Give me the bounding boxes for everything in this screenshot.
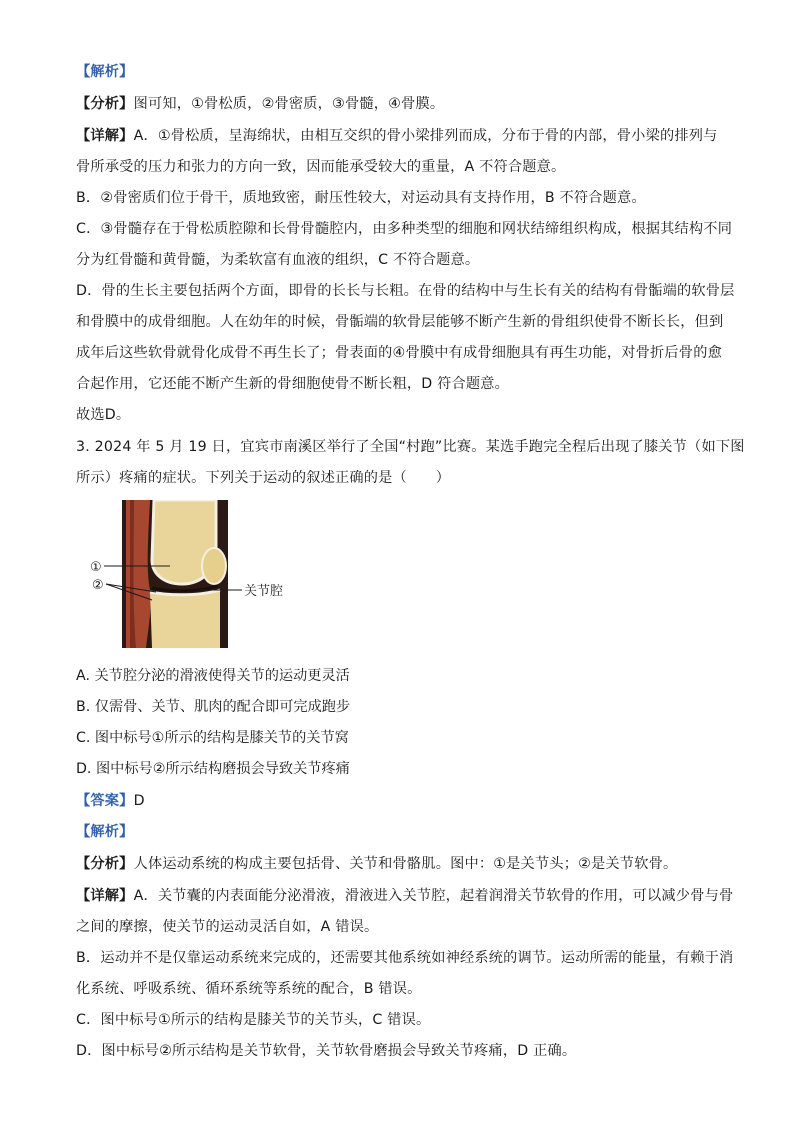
question-stem: 3. 2024 年 5 月 19 日，宜宾市南溪区举行了全国“村跑”比赛。某选手跑完全程后出现了膝关节（如下图 <box>76 439 745 455</box>
option-d: D. 图中标号②所示结构磨损会导致关节疼痛 <box>76 761 350 777</box>
figure-label-cavity: 关节腔 <box>244 584 284 599</box>
analysis-heading: 【解析】 <box>76 824 134 840</box>
analysis-heading: 【解析】 <box>76 64 134 80</box>
detail-line: C．③骨髓存在于骨松质腔隙和长骨骨髓腔内，由多种类型的细胞和网状结缔组织构成，根据其结构不同 <box>76 221 733 237</box>
detail-line: 和骨膜中的成骨细胞。人在幼年的时候，骨骺端的软骨层能够不断产生新的骨组织使骨不断长长，但到 <box>76 314 724 330</box>
detail-line: 成年后这些软骨就骨化成骨不再生长了；骨表面的④骨膜中有成骨细胞具有再生功能，对骨折后骨的愈 <box>76 345 722 361</box>
detail-line: D．骨的生长主要包括两个方面，即骨的长长与长粗。在骨的结构中与生长有关的结构有骨骺端的软骨层 <box>76 283 735 299</box>
tibia-bone <box>150 590 220 648</box>
detail-line: B．运动并不是仅靠运动系统来完成的，还需要其他系统如神经系统的调节。运动所需的能量，有赖于消 <box>76 950 734 966</box>
muscle-tissue <box>126 500 151 648</box>
option-b: B. 仅需骨、关节、肌肉的配合即可完成跑步 <box>76 699 351 715</box>
detail-line: B．②骨密质们位于骨干，质地致密，耐压性较大，对运动具有支持作用，B 不符合题意。 <box>76 190 646 206</box>
analysis-summary: 【分析】图可知，①骨松质，②骨密质，③骨髓，④骨膜。 <box>76 96 445 112</box>
answer-line: 【答案】D <box>76 793 145 809</box>
conclusion: 故选D。 <box>76 407 131 423</box>
detail-line: 【详解】A．①骨松质，呈海绵状，由相互交织的骨小梁排列而成，分布于骨的内部，骨小梁的排列与 <box>76 128 718 144</box>
knee-joint-illustration <box>90 500 300 650</box>
question-stem: 所示）疼痛的症状。下列关于运动的叙述正确的是（ ） <box>76 470 451 486</box>
option-c: C. 图中标号①所示的结构是膝关节的关节窝 <box>76 730 349 746</box>
detail-line: 骨所承受的压力和张力的方向一致，因而能承受较大的重量，A 不符合题意。 <box>76 159 566 175</box>
answer-value: D <box>133 793 145 809</box>
figure-label-1: ① <box>90 560 102 575</box>
knee-joint-figure <box>90 500 300 650</box>
detail-line: 【详解】A．关节囊的内表面能分泌滑液，滑液进入关节腔，起着润滑关节软骨的作用，可以减少骨与骨 <box>76 888 734 904</box>
patella-bone <box>202 548 226 584</box>
detail-line: 合起作用，它还能不断产生新的骨细胞使骨不断长粗，D 符合题意。 <box>76 376 510 392</box>
figure-label-2: ② <box>92 578 104 593</box>
detail-line: D．图中标号②所示结构是关节软骨，关节软骨磨损会导致关节疼痛，D 正确。 <box>76 1043 577 1059</box>
detail-line: 化系统、呼吸系统、循环系统等系统的配合，B 错误。 <box>76 981 422 997</box>
detail-line: 分为红骨髓和黄骨髓，为柔软富有血液的组织，C 不符合题意。 <box>76 252 480 268</box>
detail-line: 之间的摩擦，使关节的运动灵活自如，A 错误。 <box>76 919 379 935</box>
option-a: A. 关节腔分泌的滑液使得关节的运动更灵活 <box>76 668 350 684</box>
detail-line: C．图中标号①所示的结构是膝关节的关节头，C 错误。 <box>76 1012 431 1028</box>
analysis-summary: 【分析】人体运动系统的构成主要包括骨、关节和骨骼肌。图中：①是关节头；②是关节软骨。 <box>76 856 678 872</box>
